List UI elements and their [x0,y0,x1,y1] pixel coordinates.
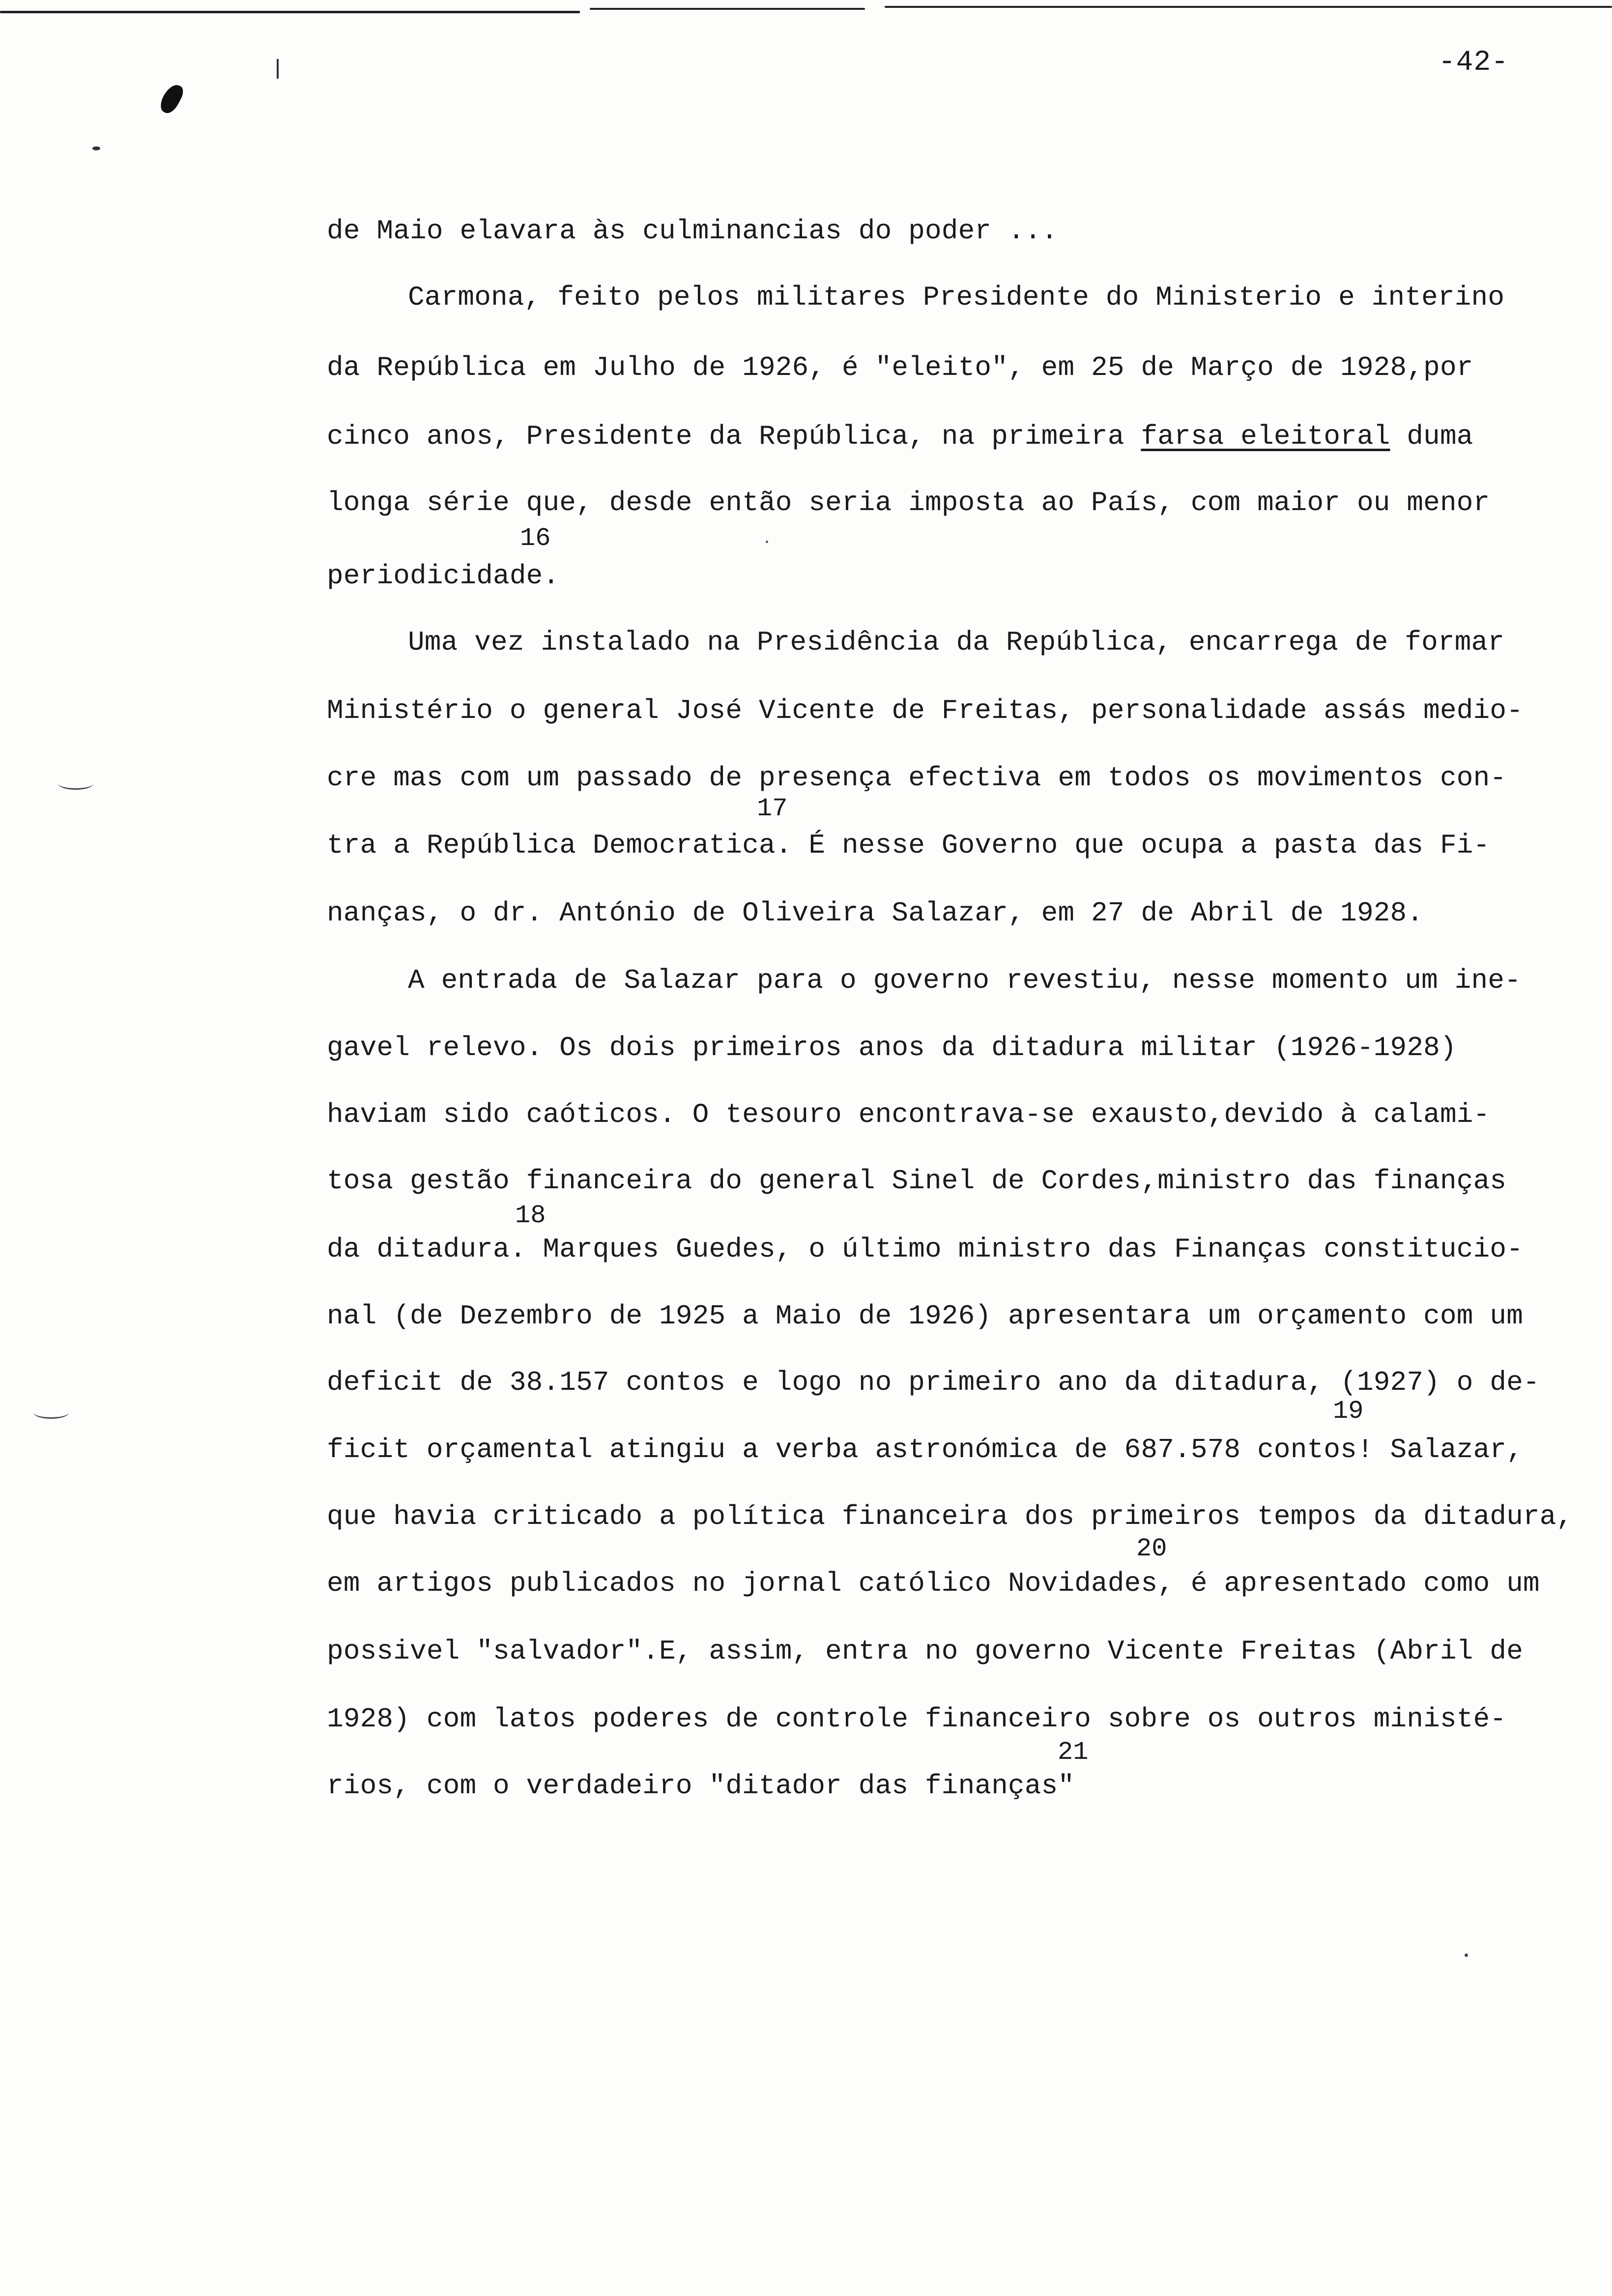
text-line: nanças, o dr. António de Oliveira Salazar, em 27 de Abril de 1928. [327,897,1424,929]
text-line: nal (de Dezembro de 1925 a Maio de 1926) apresentara um orçamento com um [327,1300,1523,1332]
text-line: de Maio elavara às culminancias do poder ... [327,215,1058,247]
text-segment: duma [1390,421,1473,452]
text-line: 1928) com latos poderes de controle financeiro sobre os outros ministé- [327,1703,1507,1735]
small-dot-mark [92,146,100,150]
text-line: Ministério o general José Vicente de Freitas, personalidade assás medio- [327,695,1523,726]
footnote-marker: 16 [520,524,551,553]
text-line: tra a República Democratica. É nesse Governo que ocupa a pasta das Fi- [327,830,1490,861]
footnote-marker: 18 [515,1201,546,1230]
top-rule [0,11,580,13]
text-line: Carmona, feito pelos militares Presidente do Ministerio e interino [408,282,1505,313]
text-line [327,422,1473,451]
ink-blot-mark [157,82,186,116]
text-line: rios, com o verdadeiro "ditador das finanças" [327,1770,1075,1802]
margin-curve-mark [33,1406,69,1419]
text-line: em artigos publicados no jornal católico Novidades, é apresentado como um [327,1568,1540,1599]
text-line: que havia criticado a política financeira dos primeiros tempos da ditadura, [327,1501,1573,1532]
text-line: periodicidade. [327,560,560,592]
text-line: tosa gestão financeira do general Sinel de Cordes,ministro das finanças [327,1165,1507,1197]
text-line: deficit de 38.157 contos e logo no primeiro ano da ditadura, (1927) o de- [327,1367,1540,1398]
underlined-phrase: farsa eleitoral [1141,421,1390,452]
text-line: A entrada de Salazar para o governo revestiu, nesse momento um ine- [408,965,1521,996]
text-segment: cinco anos, Presidente da República, na primeira [327,421,1141,452]
footnote-marker: 19 [1333,1397,1364,1426]
top-rule [590,8,865,10]
top-rule [885,6,1612,8]
text-line: gavel relevo. Os dois primeiros anos da ditadura militar (1926-1928) [327,1032,1457,1063]
speck-mark [766,541,768,543]
text-line: possivel "salvador".E, assim, entra no governo Vicente Freitas (Abril de [327,1636,1523,1667]
pencil-tick-mark [277,59,279,79]
text-line: ficit orçamental atingiu a verba astronómica de 687.578 contos! Salazar, [327,1434,1523,1465]
text-line: longa série que, desde então seria imposta ao País, com maior ou menor [327,487,1490,518]
margin-curve-mark [58,777,93,790]
page-number: -42- [1438,47,1509,79]
text-line: da ditadura. Marques Guedes, o último ministro das Finanças constitucio- [327,1234,1523,1265]
text-line: da República em Julho de 1926, é "eleito", em 25 de Março de 1928,por [327,352,1473,383]
text-line: cre mas com um passado de presença efectiva em todos os movimentos con- [327,762,1507,794]
text-line: haviam sido caóticos. O tesouro encontrava-se exausto,devido à calami- [327,1099,1490,1130]
text-line: Uma vez instalado na Presidência da República, encarrega de formar [408,627,1505,658]
footnote-marker: 20 [1136,1534,1167,1563]
footnote-marker: 21 [1058,1738,1089,1767]
footnote-marker: 17 [757,794,788,823]
speck-mark [1465,1953,1468,1957]
